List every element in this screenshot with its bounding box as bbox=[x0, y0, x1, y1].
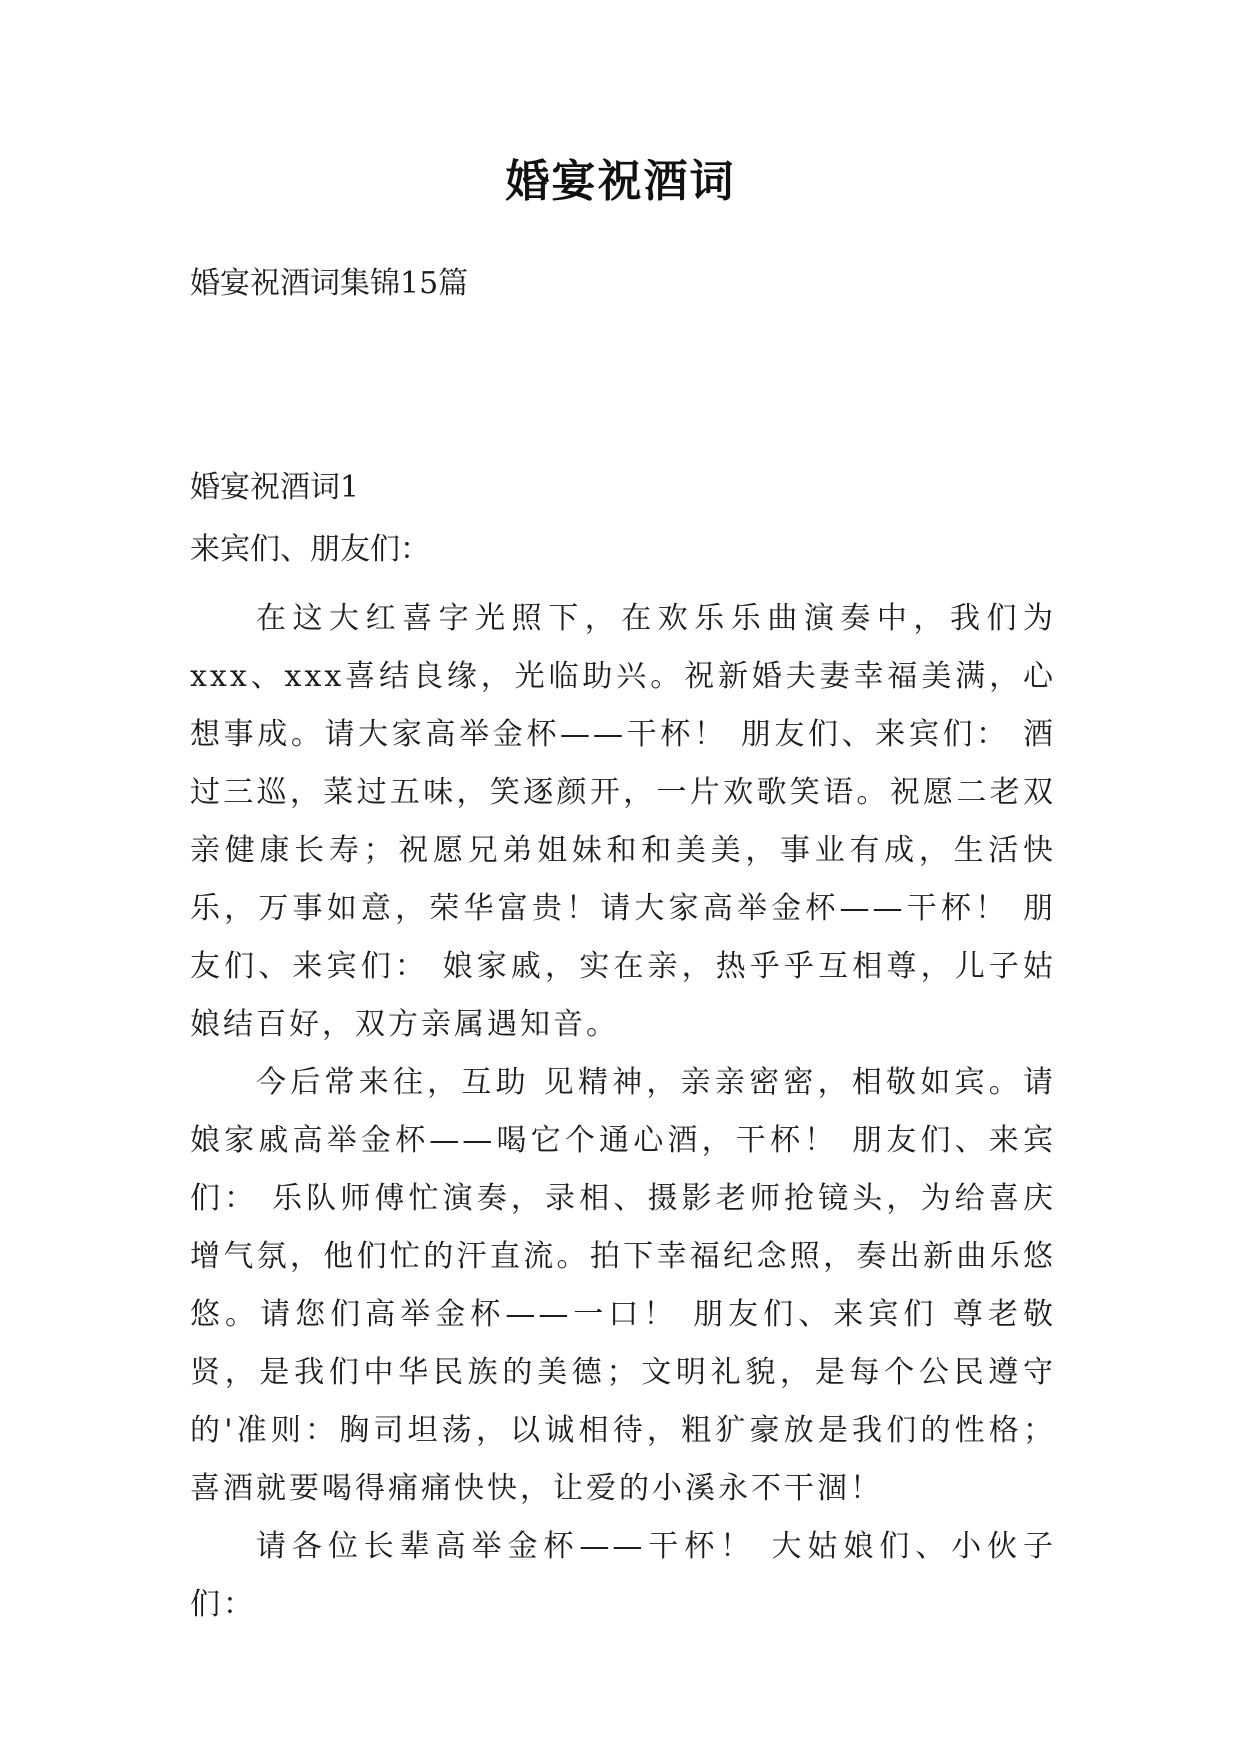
paragraph-1: 在这大红喜字光照下，在欢乐乐曲演奏中，我们为xxx、xxx喜结良缘，光临助兴。祝新婚夫妻幸福美满，心想事成。请大家高举金杯——干杯！ 朋友们、来宾们： 酒过三巡，菜过五味，笑逐颜开，一片欢歌笑语。祝愿二老双亲健康长寿；祝愿兄弟姐妹和和美美，事业有成，生活快乐，万事如意，荣华富贵！请大家高举金杯——干杯！ 朋友们、来宾们： 娘家戚，实在亲，热乎乎互相尊，儿子姑娘结百好，双方亲属遇知音。 bbox=[190, 601, 1056, 1042]
document-title: 婚宴祝酒词 bbox=[505, 156, 736, 207]
salutation: 来宾们、朋友们： bbox=[190, 532, 430, 567]
paragraph-3: 请各位长辈高举金杯——干杯！ 大姑娘们、小伙子们： bbox=[190, 1529, 1056, 1622]
document-subtitle: 婚宴祝酒词集锦15篇 bbox=[190, 266, 469, 301]
body-text bbox=[190, 590, 1056, 1634]
paragraph-2: 今后常来往，互助 见精神，亲亲密密，相敬如宾。请娘家戚高举金杯——喝它个通心酒，干杯！ 朋友们、来宾们： 乐队师傅忙演奏，录相、摄影老师抢镜头，为给喜庆增气氛，他们忙的汗直流。拍下幸福纪念照，奏出新曲乐悠悠。请您们高举金杯——一口！ 朋友们、来宾们 尊老敬贤，是我们中华民族的美德；文明礼貌，是每个公民遵守的'准则：胸司坦荡，以诚相待，粗犷豪放是我们的性格；喜酒就要喝得痛痛快快，让爱的小溪永不干涸！ bbox=[190, 1065, 1056, 1506]
section-heading: 婚宴祝酒词1 bbox=[190, 470, 360, 505]
